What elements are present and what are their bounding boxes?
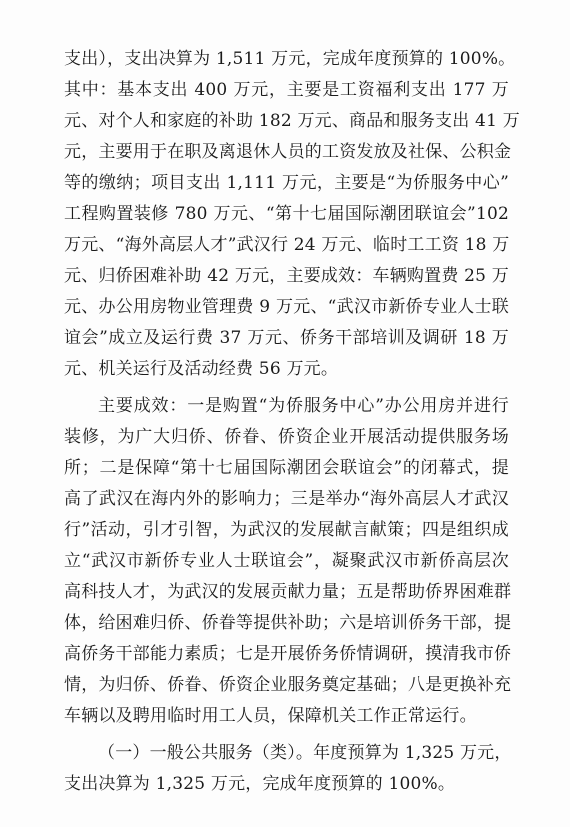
text-line: 车辆以及聘用临时用工人员，保障机关工作正常运行。: [64, 706, 477, 726]
text-line: 元，主要用于在职及离退休人员的工资发放及社保、公积金: [64, 142, 512, 162]
document-body: [64, 44, 520, 800]
text-line: 支出），支出决算为 1,511 万元，完成年度预算的 100%。: [64, 49, 516, 69]
text-line: 等的缴纳；项目支出 1,111 万元，主要是“为侨服务中心”: [64, 173, 509, 193]
paragraph-expenditure-details: [64, 44, 520, 385]
text-line: 行”活动，引才引智，为武汉的发展献言献策；四是组织成: [64, 520, 509, 540]
text-line: 高了武汉在海内外的影响力；三是举办“海外高层人才武汉: [64, 489, 509, 509]
text-line: 元、办公用房物业管理费 9 万元、“武汉市新侨专业人士联: [64, 297, 509, 317]
text-line: 其中：基本支出 400 万元，主要是工资福利支出 177 万: [64, 80, 509, 100]
text-line: 工程购置装修 780 万元、“第十七届国际潮团联谊会”102: [64, 204, 509, 224]
text-line: 装修，为广大归侨、侨眷、侨资企业开展活动提供服务场: [64, 427, 509, 447]
text-line: 元、对个人和家庭的补助 182 万元、商品和服务支出 41 万: [64, 111, 520, 131]
text-line: 元、机关运行及活动经费 56 万元。: [64, 359, 339, 379]
text-line: 体，给困难归侨、侨眷等提供补助；六是培训侨务干部，提: [64, 613, 512, 633]
text-line: 情，为归侨、侨眷、侨资企业服务奠定基础；八是更换补充: [64, 675, 512, 695]
text-line: 主要成效：一是购置“为侨服务中心”办公用房并进行: [98, 396, 509, 416]
text-line: 谊会”成立及运行费 37 万元、侨务干部培训及调研 18 万: [64, 328, 509, 348]
text-line: （一）一般公共服务（类）。年度预算为 1,325 万元，: [98, 743, 512, 763]
paragraph-main-achievements: [64, 391, 512, 732]
text-line: 元、归侨困难补助 42 万元，主要成效：车辆购置费 25 万: [64, 266, 509, 286]
paragraph-general-public-services: [64, 738, 512, 800]
text-line: 万元、“海外高层人才”武汉行 24 万元、临时工工资 18 万: [64, 235, 510, 255]
text-line: 高科技人才，为武汉的发展贡献力量；五是帮助侨界困难群: [64, 582, 512, 602]
text-line: 立“武汉市新侨专业人士联谊会”，凝聚武汉市新侨高层次: [64, 551, 509, 571]
text-line: 所；二是保障“第十七届国际潮团会联谊会”的闭幕式，提: [64, 458, 509, 478]
text-line: 高侨务干部能力素质；七是开展侨务侨情调研，摸清我市侨: [64, 644, 512, 664]
text-line: 支出决算为 1,325 万元，完成年度预算的 100%。: [64, 774, 456, 794]
